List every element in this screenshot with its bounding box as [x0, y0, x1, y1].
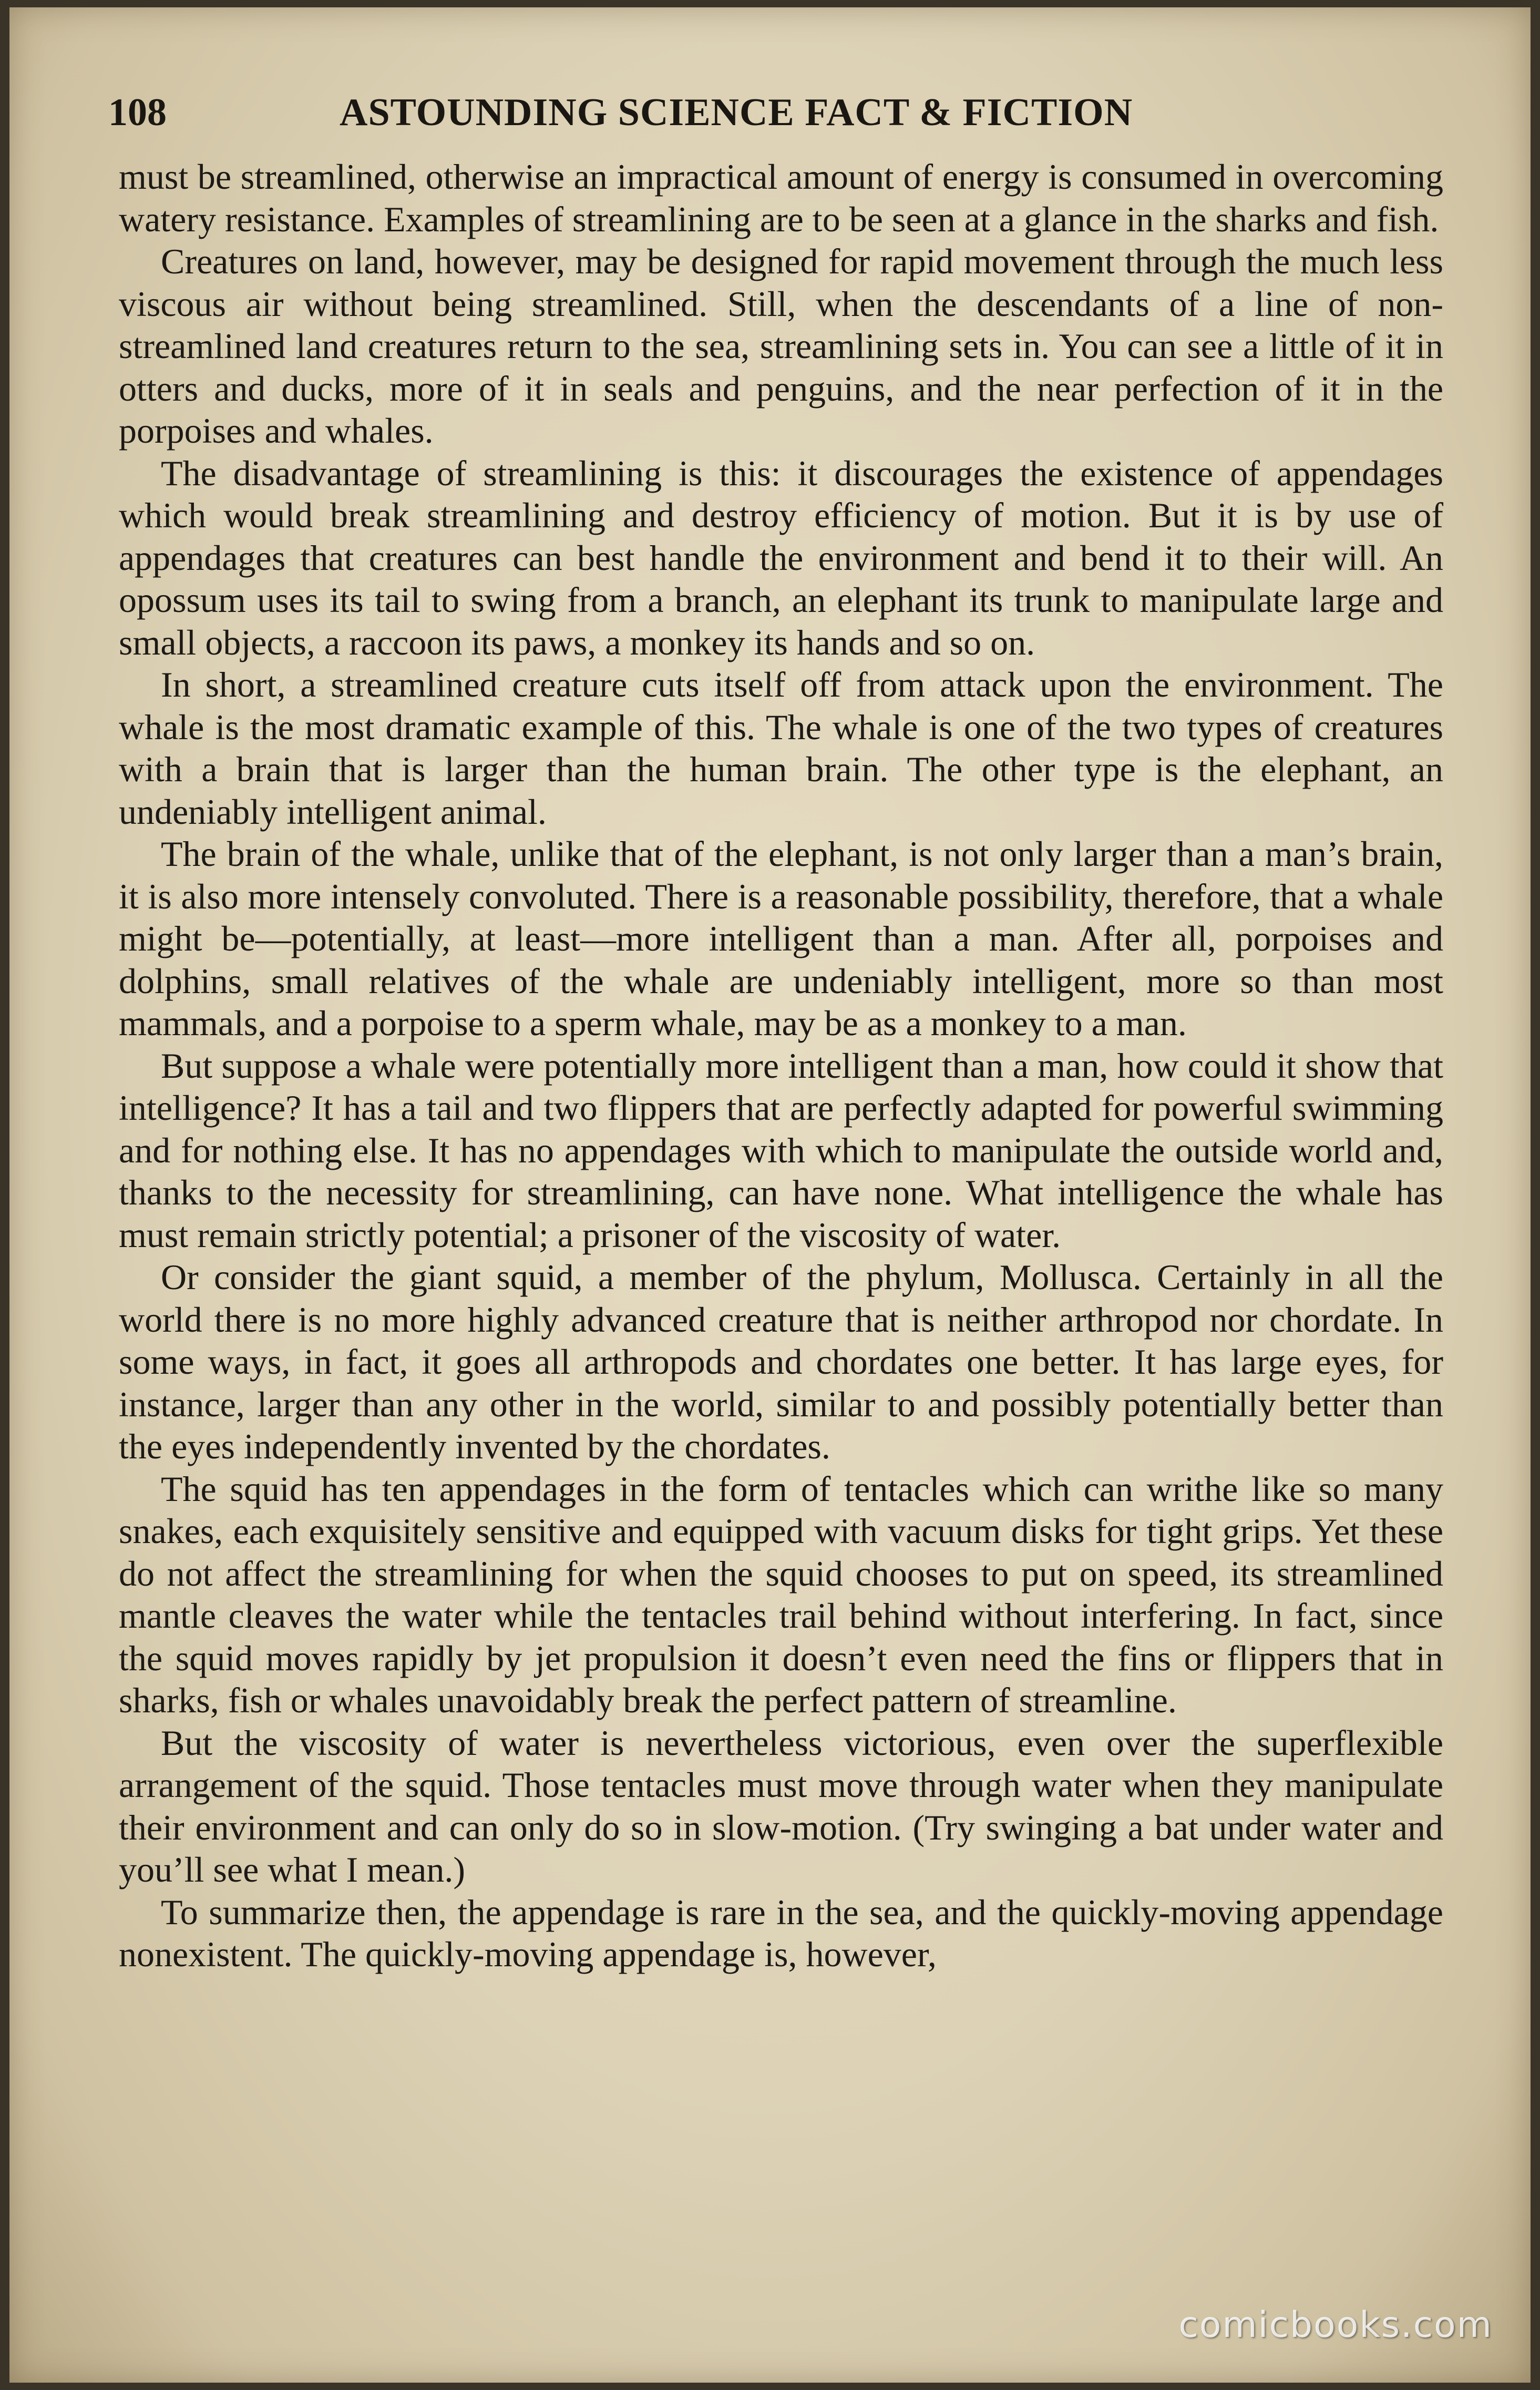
paragraph: Or consider the giant squid, a member of the phylum, Mollusca. Certainly in all the world there is no more highly advanced creature that is neither arthropod nor chordate. In some ways, in fact, it goes all arthropods and chordates one better. It has large eyes, for instance, larger than any other in the world, similar to and possibly potentially better than the eyes independently invented by the chordates.	[119, 1257, 1443, 1466]
body-text	[119, 156, 1443, 1976]
running-head: ASTOUNDING SCIENCE FACT & FICTION	[340, 91, 1133, 134]
paragraph: The squid has ten appendages in the form of tentacles which can writhe like so many snakes, each exquisitely sensitive and equipped with vacuum disks for tight grips. Yet these do not affect the streamlining for when the squid chooses to put on speed, its streamlined mantle cleaves the water while the tentacles trail behind without interfering. In fact, since the squid moves rapidly by jet propulsion it doesn’t even need the fins or flippers that in sharks, fish or whales unavoidably break the perfect pattern of streamline.	[119, 1468, 1443, 1720]
paragraph: But the viscosity of water is nevertheless victorious, even over the superflexible arrangement of the squid. Those tentacles must move through water when they manipulate their environment and can only do so in slow-motion. (Try swinging a bat under water and you’ll see what I mean.)	[119, 1722, 1443, 1889]
page-header	[108, 86, 1443, 139]
watermark: comicbooks.com	[1178, 2304, 1493, 2346]
page-number: 108	[108, 91, 167, 134]
paragraph: The brain of the whale, unlike that of the elephant, is not only larger than a man’s brain, it is also more intensely convoluted. There is a reasonable possibility, therefore, that a whale might be—potentially, at least—more intelligent than a man. After all, porpoises and dolphins, small relatives of the whale are undeniably intelligent, more so than most mammals, and a porpoise to a sperm whale, may be as a monkey to a man.	[119, 834, 1443, 1043]
paragraph: Creatures on land, however, may be designed for rapid movement through the much less viscous air without being streamlined. Still, when the descendants of a line of non-streamlined land creatures return to the sea, streamlining sets in. You can see a little of it in otters and ducks, more of it in seals and penguins, and the near perfection of it in the porpoises and whales.	[119, 241, 1443, 451]
paragraph: In short, a streamlined creature cuts itself off from attack upon the environment. The whale is the most dramatic example of this. The whale is one of the two types of creatures with a brain that is larger than the human brain. The other type is the elephant, an undeniably intelligent animal.	[119, 665, 1443, 832]
paragraph: But suppose a whale were potentially more intelligent than a man, how could it show that intelligence? It has a tail and two flippers that are perfectly adapted for powerful swimming and for nothing else. It has no appendages with which to manipulate the outside world and, thanks to the necessity for streamlining, can have none. What intelligence the whale has must remain strictly potential; a prisoner of the viscosity of water.	[119, 1045, 1443, 1255]
book-page	[9, 7, 1531, 2383]
paragraph: To summarize then, the appendage is rare in the sea, and the quickly-moving appendage nonexistent. The quickly-moving appendage is, however,	[119, 1892, 1443, 1974]
paragraph: The disadvantage of streamlining is this: it discourages the existence of appendages which would break streamlining and destroy efficiency of motion. But it is by use of appendages that creatures can best handle the environment and bend it to their will. An opossum uses its tail to swing from a branch, an elephant its trunk to manipulate large and small objects, a raccoon its paws, a monkey its hands and so on.	[119, 453, 1443, 662]
paragraph: must be streamlined, otherwise an impractical amount of energy is consumed in overcoming watery resistance. Examples of streamlining are to be seen at a glance in the sharks and fish.	[119, 157, 1443, 239]
